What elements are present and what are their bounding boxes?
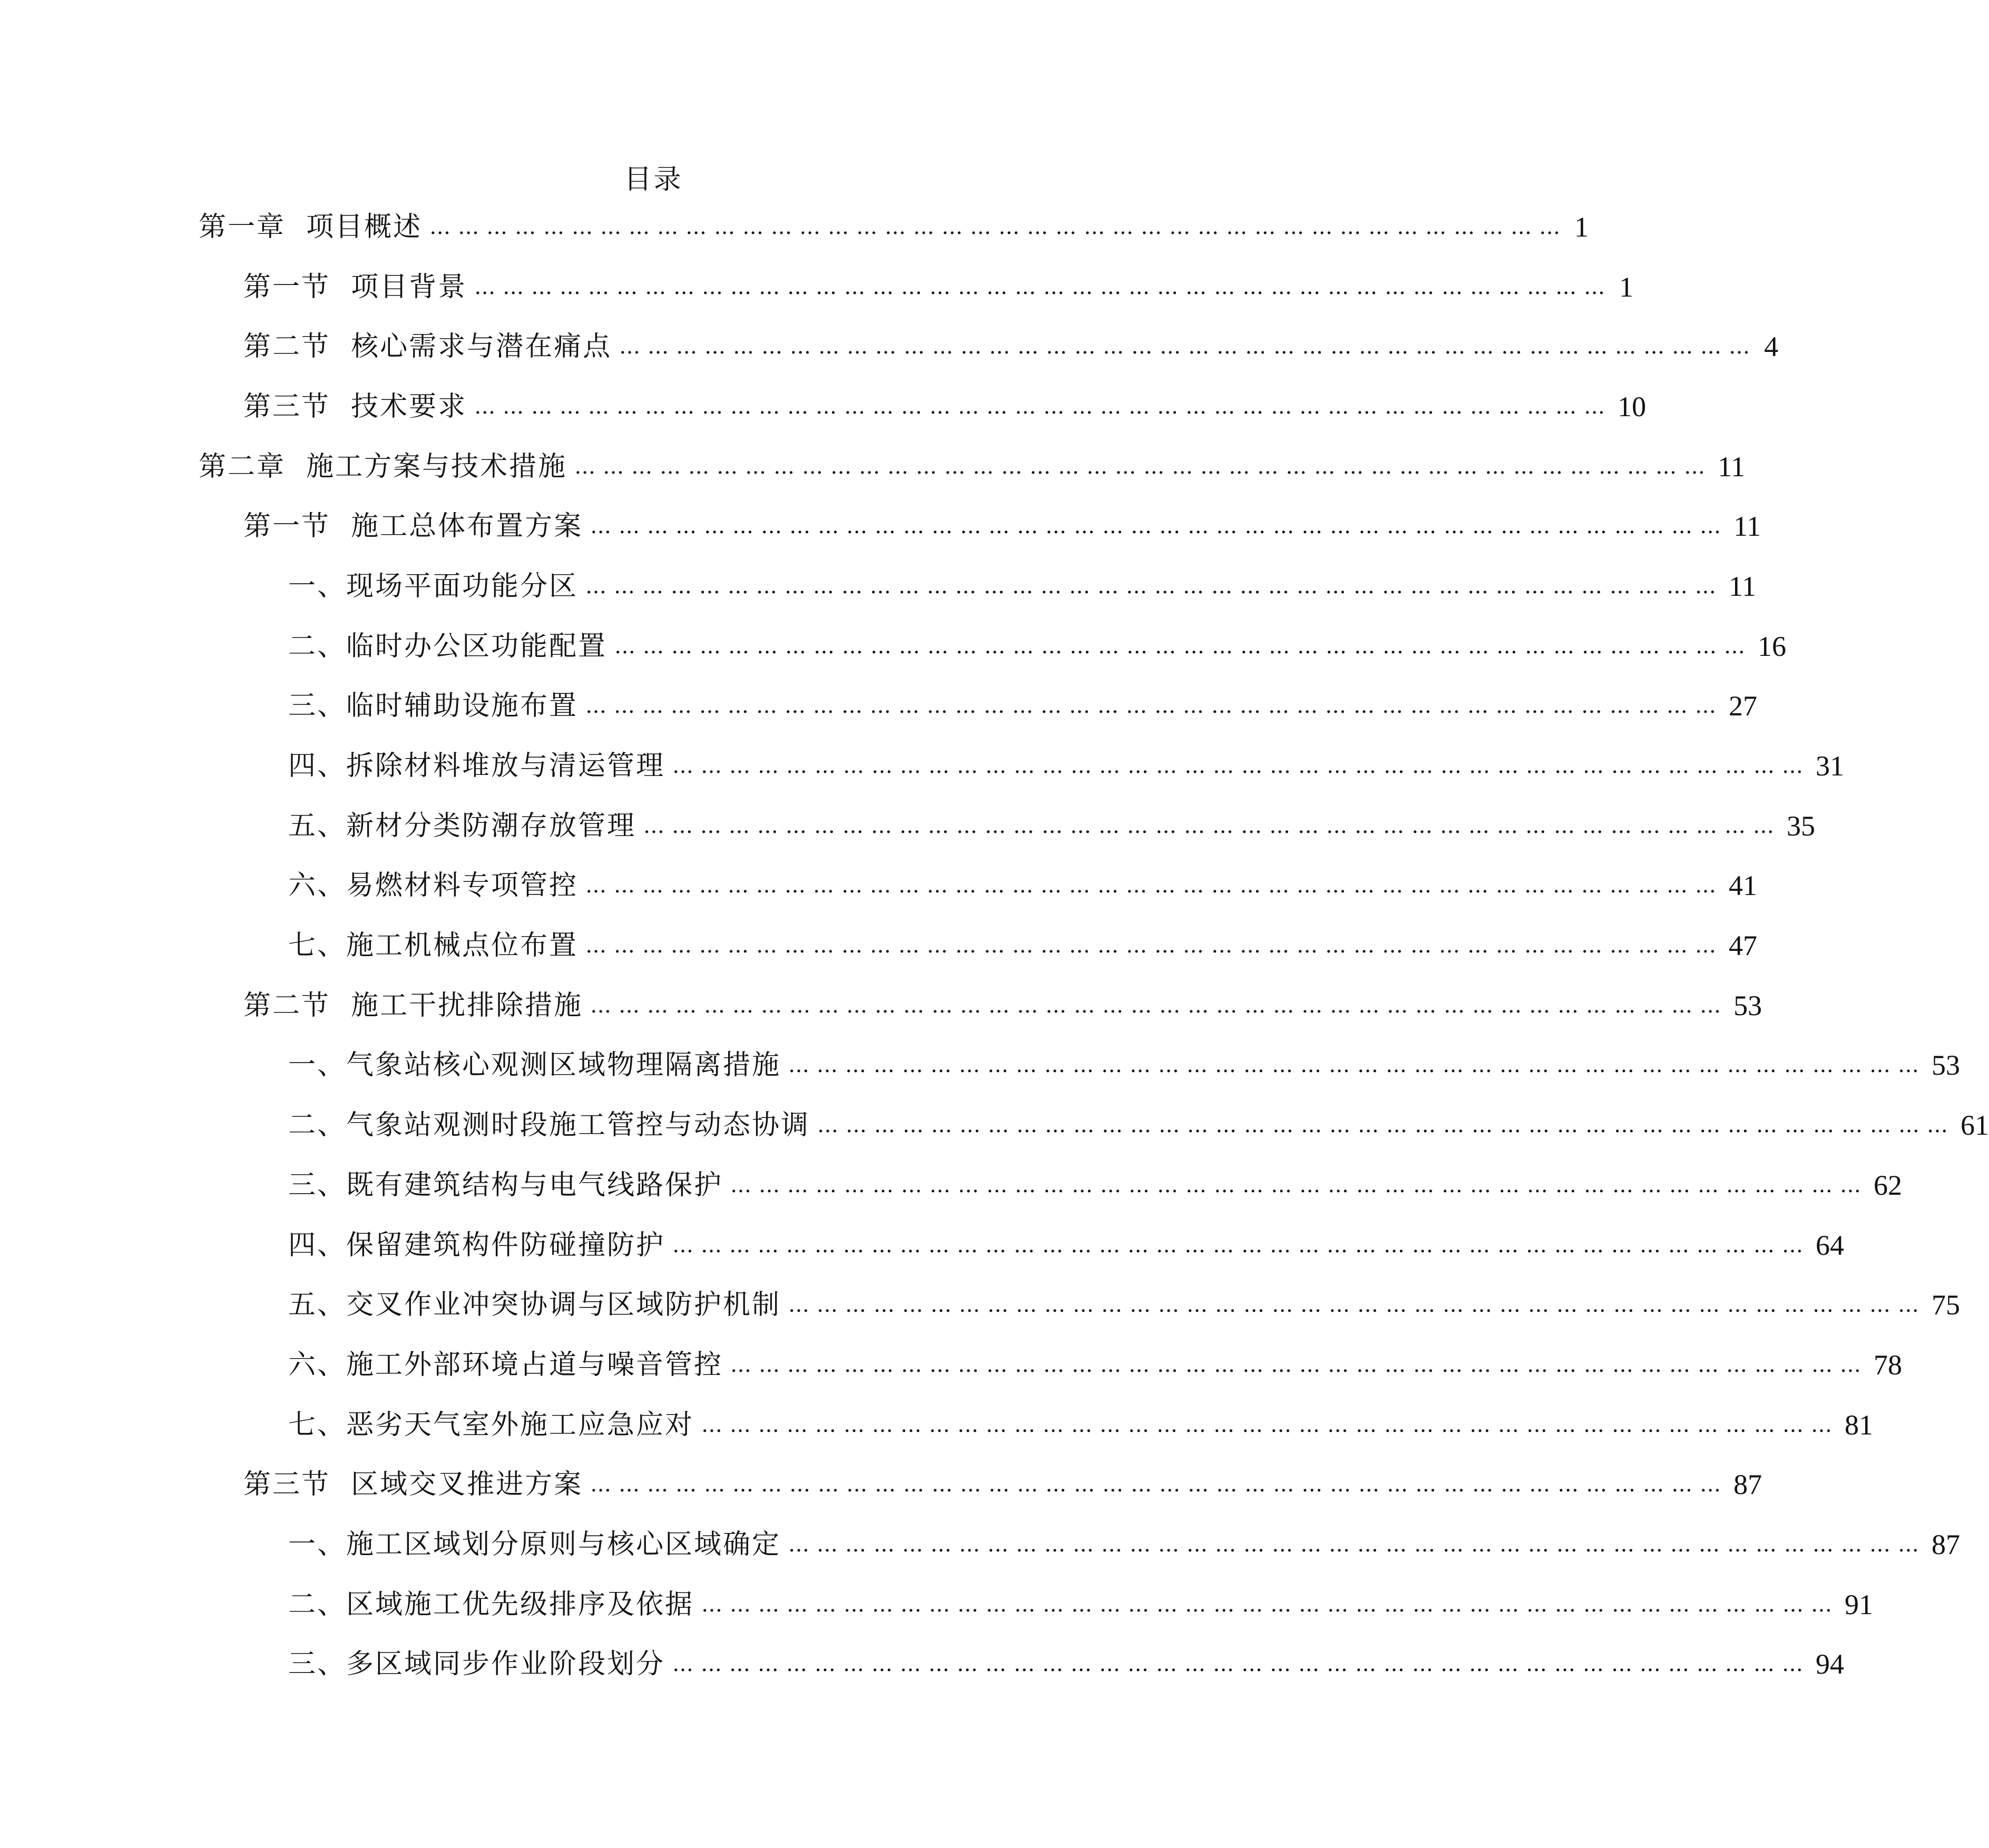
toc-entry[interactable] bbox=[0, 796, 1816, 856]
toc-entry-number: 一、 bbox=[288, 1049, 347, 1082]
toc-page-number: 1 bbox=[1574, 211, 1589, 243]
toc-entry[interactable] bbox=[0, 1395, 1874, 1455]
toc-page-number: 47 bbox=[1729, 930, 1758, 962]
toc-entry-number: 二、 bbox=[288, 630, 347, 662]
toc-entry-number: 第一节 bbox=[243, 510, 351, 543]
toc-entry[interactable] bbox=[0, 1454, 1762, 1515]
toc-entry[interactable] bbox=[0, 676, 1758, 736]
toc-entry-title: 技术要求 bbox=[351, 390, 467, 422]
toc-entry[interactable] bbox=[0, 496, 1761, 556]
toc-entry-number: 第一节 bbox=[243, 271, 351, 303]
toc-entry-number: 第二章 bbox=[199, 450, 307, 483]
toc-entry-number: 四、 bbox=[288, 750, 347, 782]
toc-title: 目录 bbox=[624, 164, 683, 195]
toc-entry-title: 施工外部环境占道与噪音管控 bbox=[346, 1349, 723, 1381]
toc-dot-leader: ………………………………………………………………………………………………………… bbox=[730, 1173, 1869, 1197]
toc-dot-leader: ………………………………………………………………………………………………………… bbox=[619, 335, 1758, 359]
toc-dot-leader: ………………………………………………………………………………………………………… bbox=[817, 1113, 1956, 1138]
toc-entry-title: 施工总体布置方案 bbox=[351, 510, 583, 543]
toc-dot-leader: ………………………………………………………………………………………………………… bbox=[788, 1053, 1927, 1078]
toc-entry-title: 施工方案与技术措施 bbox=[306, 450, 567, 483]
toc-page-number: 61 bbox=[1961, 1109, 1989, 1142]
toc-entry-number: 一、 bbox=[288, 570, 347, 602]
toc-entry-number: 二、 bbox=[288, 1109, 347, 1142]
toc-entry-title: 核心需求与潜在痛点 bbox=[351, 331, 612, 363]
toc-entry-title: 气象站核心观测区域物理隔离措施 bbox=[346, 1049, 781, 1082]
toc-entry-number: 三、 bbox=[288, 1169, 347, 1201]
toc-entry-number: 六、 bbox=[288, 1349, 347, 1381]
toc-dot-leader: ………………………………………………………………………………………………………… bbox=[429, 214, 1568, 239]
toc-entry-title: 新材分类防潮存放管理 bbox=[346, 810, 636, 842]
toc-page-number: 10 bbox=[1618, 390, 1647, 422]
toc-page-number: 1 bbox=[1619, 271, 1634, 303]
toc-dot-leader: ………………………………………………………………………………………………………… bbox=[585, 694, 1724, 719]
toc-dot-leader: ………………………………………………………………………………………………………… bbox=[701, 1592, 1840, 1617]
toc-page-number: 35 bbox=[1787, 810, 1816, 842]
toc-dot-leader: ………………………………………………………………………………………………………… bbox=[701, 1412, 1840, 1437]
toc-entry[interactable] bbox=[0, 1215, 1845, 1275]
toc-entry[interactable] bbox=[0, 1575, 1874, 1635]
toc-entry-title: 区域施工优先级排序及依据 bbox=[346, 1588, 694, 1620]
toc-entry-title: 项目背景 bbox=[351, 271, 467, 303]
toc-entry-number: 五、 bbox=[288, 810, 347, 842]
toc-dot-leader: ………………………………………………………………………………………………………… bbox=[614, 634, 1753, 658]
toc-entry[interactable] bbox=[0, 976, 1762, 1036]
toc-entry[interactable] bbox=[0, 1095, 1989, 1155]
toc-page-number: 11 bbox=[1718, 450, 1746, 483]
toc-page-number: 81 bbox=[1845, 1409, 1874, 1441]
toc-dot-leader: ………………………………………………………………………………………………………… bbox=[590, 1472, 1729, 1497]
toc-entry[interactable] bbox=[0, 736, 1845, 796]
toc-entry-title: 区域交叉推进方案 bbox=[351, 1469, 583, 1501]
toc-entry[interactable] bbox=[0, 1515, 1961, 1575]
toc-page-number: 11 bbox=[1729, 570, 1757, 602]
toc-page-number: 62 bbox=[1874, 1169, 1903, 1201]
toc-entry[interactable] bbox=[0, 377, 1647, 437]
toc-page-number: 87 bbox=[1932, 1528, 1961, 1560]
toc-entry-number: 第二节 bbox=[243, 331, 351, 363]
toc-page-number: 53 bbox=[1733, 989, 1762, 1021]
toc-page-number: 78 bbox=[1874, 1349, 1903, 1381]
toc-entry[interactable] bbox=[0, 1275, 1961, 1335]
toc-entry[interactable] bbox=[0, 556, 1757, 616]
toc-dot-leader: ………………………………………………………………………………………………………… bbox=[788, 1532, 1927, 1557]
toc-entry[interactable] bbox=[0, 1335, 1903, 1395]
toc-dot-leader: ………………………………………………………………………………………………………… bbox=[590, 514, 1729, 539]
toc-entry[interactable] bbox=[0, 616, 1787, 676]
toc-entry-title: 施工区域划分原则与核心区域确定 bbox=[346, 1528, 781, 1560]
toc-page-number: 16 bbox=[1758, 630, 1787, 662]
toc-dot-leader: ………………………………………………………………………………………………………… bbox=[672, 754, 1811, 779]
toc-entry-title: 气象站观测时段施工管控与动态协调 bbox=[346, 1109, 810, 1142]
toc-entry[interactable] bbox=[0, 856, 1758, 916]
toc-dot-leader: ………………………………………………………………………………………………………… bbox=[672, 1233, 1811, 1257]
toc-dot-leader: ………………………………………………………………………………………………………… bbox=[474, 394, 1613, 419]
toc-entry-number: 一、 bbox=[288, 1528, 347, 1560]
toc-dot-leader: ………………………………………………………………………………………………………… bbox=[672, 1652, 1811, 1677]
toc-page-number: 27 bbox=[1729, 690, 1758, 722]
toc-dot-leader: ………………………………………………………………………………………………………… bbox=[788, 1293, 1927, 1318]
toc-dot-leader: ………………………………………………………………………………………………………… bbox=[643, 813, 1782, 838]
toc-page-number: 94 bbox=[1816, 1648, 1845, 1680]
toc-page-number: 64 bbox=[1816, 1229, 1845, 1261]
toc-dot-leader: ………………………………………………………………………………………………………… bbox=[730, 1352, 1869, 1377]
toc-dot-leader: ………………………………………………………………………………………………………… bbox=[574, 454, 1713, 479]
toc-entry-number: 第三节 bbox=[243, 1469, 351, 1501]
toc-entry-title: 既有建筑结构与电气线路保护 bbox=[346, 1169, 723, 1201]
toc-entry[interactable] bbox=[0, 317, 1779, 377]
toc-entry-number: 三、 bbox=[288, 1648, 347, 1680]
toc-entry-title: 临时辅助设施布置 bbox=[346, 690, 579, 722]
toc-entry-number: 四、 bbox=[288, 1229, 347, 1261]
toc-entry-title: 拆除材料堆放与清运管理 bbox=[346, 750, 665, 782]
toc-dot-leader: ………………………………………………………………………………………………………… bbox=[585, 933, 1724, 958]
toc-entry-number: 第一章 bbox=[199, 211, 307, 243]
toc-dot-leader: ………………………………………………………………………………………………………… bbox=[590, 993, 1729, 1018]
toc-entry-title: 施工干扰排除措施 bbox=[351, 989, 583, 1021]
toc-page-number: 75 bbox=[1932, 1289, 1961, 1321]
toc-entry-title: 交叉作业冲突协调与区域防护机制 bbox=[346, 1289, 781, 1321]
toc-entry[interactable] bbox=[0, 1635, 1845, 1695]
toc-dot-leader: ………………………………………………………………………………………………………… bbox=[585, 574, 1724, 598]
toc-entry-number: 六、 bbox=[288, 870, 347, 902]
toc-entry[interactable] bbox=[0, 916, 1758, 976]
toc-page-number: 87 bbox=[1733, 1469, 1762, 1501]
toc-entry-title: 恶劣天气室外施工应急应对 bbox=[346, 1409, 694, 1441]
toc-entry-number: 七、 bbox=[288, 930, 347, 962]
toc-entry-number: 二、 bbox=[288, 1588, 347, 1620]
toc-entry[interactable] bbox=[0, 257, 1634, 317]
toc-entry-title: 保留建筑构件防碰撞防护 bbox=[346, 1229, 665, 1261]
toc-entry-title: 项目概述 bbox=[306, 211, 423, 243]
toc-entry-number: 七、 bbox=[288, 1409, 347, 1441]
toc-dot-leader: ………………………………………………………………………………………………………… bbox=[585, 873, 1724, 898]
toc-entry-title: 现场平面功能分区 bbox=[346, 570, 579, 602]
toc-page-number: 11 bbox=[1733, 510, 1761, 543]
toc-entry[interactable] bbox=[0, 437, 1746, 497]
toc-list bbox=[0, 197, 1989, 1694]
toc-entry-title: 易燃材料专项管控 bbox=[346, 870, 579, 902]
toc-entry[interactable] bbox=[0, 1155, 1903, 1215]
toc-entry-number: 第三节 bbox=[243, 390, 351, 422]
toc-entry-number: 三、 bbox=[288, 690, 347, 722]
toc-entry[interactable] bbox=[0, 1036, 1961, 1096]
toc-page-number: 41 bbox=[1729, 870, 1758, 902]
toc-entry-title: 施工机械点位布置 bbox=[346, 930, 579, 962]
toc-entry-title: 多区域同步作业阶段划分 bbox=[346, 1648, 665, 1680]
toc-entry[interactable] bbox=[0, 197, 1589, 257]
toc-dot-leader: ………………………………………………………………………………………………………… bbox=[474, 274, 1613, 299]
toc-page-number: 31 bbox=[1816, 750, 1845, 782]
toc-page-number: 4 bbox=[1764, 331, 1779, 363]
toc-entry-title: 临时办公区功能配置 bbox=[346, 630, 608, 662]
toc-page-number: 91 bbox=[1845, 1588, 1874, 1620]
toc-entry-number: 第二节 bbox=[243, 989, 351, 1021]
toc-entry-number: 五、 bbox=[288, 1289, 347, 1321]
toc-page-number: 53 bbox=[1932, 1049, 1961, 1082]
